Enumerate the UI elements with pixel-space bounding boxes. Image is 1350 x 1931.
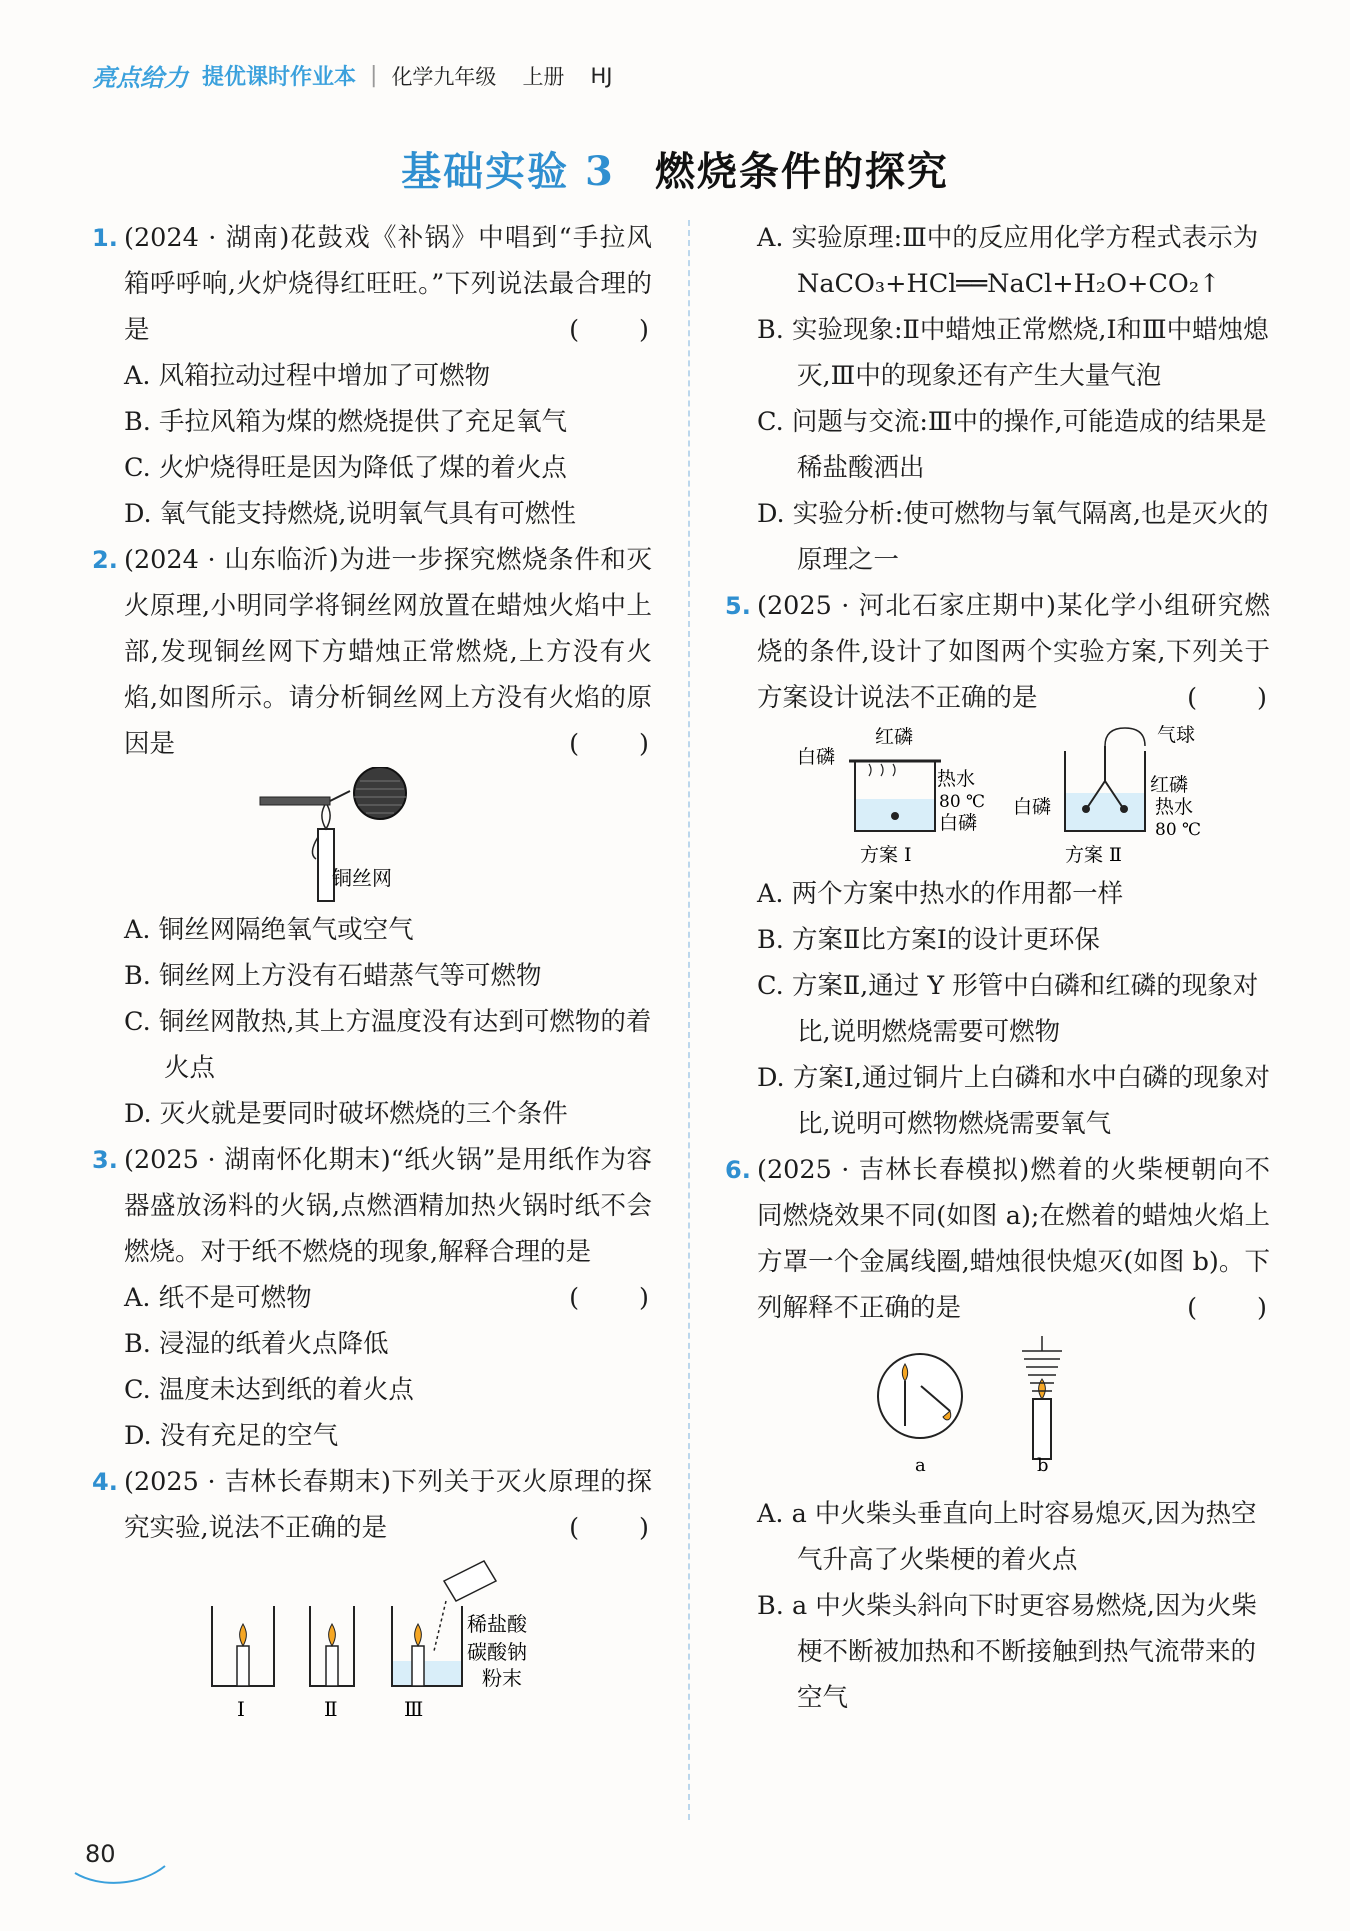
- left-column: [92, 215, 652, 1726]
- s1-red-p: 红磷: [875, 726, 914, 748]
- option-a[interactable]: A. 铜丝网隔绝氧气或空气: [124, 915, 414, 945]
- option-d[interactable]: D. 方案Ⅰ,通过铜片上白磷和水中白磷的现象对比,说明可燃物燃烧需要氧气: [757, 1063, 1270, 1139]
- option-b[interactable]: B. 浸湿的纸着火点降低: [124, 1329, 389, 1359]
- fig-label-mesh: 铜丝网: [332, 866, 392, 890]
- fig-label-carbonate: 碳酸钠: [467, 1640, 527, 1664]
- option-c[interactable]: C. 温度未达到纸的着火点: [124, 1375, 414, 1405]
- answer-blank[interactable]: ( ): [569, 1283, 652, 1313]
- answer-blank[interactable]: ( ): [569, 1513, 652, 1543]
- answer-blank[interactable]: ( ): [569, 315, 652, 345]
- s2-balloon: 气球: [1157, 724, 1196, 746]
- candle-mesh-diagram: [92, 767, 652, 907]
- three-beakers-diagram: [92, 1551, 652, 1726]
- page-header: [92, 58, 638, 93]
- question-stem: (2025 · 湖南怀化期末)“纸火锅”是用纸作为容器盛放汤料的火锅,点燃酒精加热火锅时纸不会燃烧。对于纸不燃烧的现象,解释合理的是: [124, 1145, 652, 1267]
- scheme-2-label: 方案 Ⅱ: [1065, 844, 1122, 866]
- s1-temp: 80 ℃: [939, 792, 986, 812]
- option-b[interactable]: B. a 中火柴头斜向下时更容易燃烧,因为火柴梗不断被加热和不断接触到热气流带来的空气: [757, 1591, 1257, 1713]
- fig-label-powder: 粉末: [482, 1666, 522, 1690]
- title-topic: 燃烧条件的探究: [654, 148, 949, 195]
- question-number: 5.: [725, 592, 751, 620]
- s2-red-p: 红磷: [1150, 774, 1189, 796]
- question-stem: (2025 · 吉林长春模拟)燃着的火柴梗朝向不同燃烧效果不同(如图 a);在燃着的蜡烛火焰上方罩一个金属线圈,蜡烛很快熄灭(如图 b)。下列解释不正确的是: [757, 1155, 1270, 1323]
- phosphorus-figure: [725, 721, 1270, 871]
- option-b[interactable]: B. 手拉风箱为煤的燃烧提供了充足氧气: [124, 407, 567, 437]
- match-coil-figure: [725, 1331, 1270, 1491]
- question-1: [92, 215, 652, 353]
- answer-blank[interactable]: ( ): [1187, 683, 1270, 713]
- question-stem: (2025 · 河北石家庄期中)某化学小组研究燃烧的条件,设计了如图两个实验方案,下列关于方案设计说法不正确的是: [757, 591, 1270, 713]
- edition: HJ: [590, 63, 613, 88]
- volume: 上册: [522, 64, 565, 89]
- question-4: [92, 1459, 652, 1551]
- page-number-ornament: [70, 1858, 170, 1888]
- option-d[interactable]: D. 灭火就是要同时破坏燃烧的三个条件: [124, 1099, 568, 1129]
- beaker-3-label: Ⅲ: [404, 1697, 424, 1721]
- option-a[interactable]: A. 两个方案中热水的作用都一样: [757, 879, 1124, 909]
- option-b[interactable]: B. 方案Ⅱ比方案Ⅰ的设计更环保: [757, 925, 1100, 955]
- question-number: 2.: [92, 546, 118, 574]
- s2-temp: 80 ℃: [1155, 820, 1202, 840]
- question-6: [725, 1147, 1270, 1331]
- right-column: [725, 215, 1270, 1721]
- question-number: 6.: [725, 1156, 751, 1184]
- option-c[interactable]: C. 铜丝网散热,其上方温度没有达到可燃物的着火点: [124, 1007, 652, 1083]
- option-a[interactable]: A. a 中火柴头垂直向上时容易熄灭,因为热空气升高了火柴梗的着火点: [757, 1499, 1257, 1575]
- question-number: 4.: [92, 1468, 118, 1496]
- fig-a-label: a: [915, 1455, 926, 1476]
- scheme-1-label: 方案 Ⅰ: [860, 844, 912, 866]
- s1-white-p-water: 白磷: [939, 812, 978, 834]
- beaker-1-label: Ⅰ: [237, 1697, 245, 1721]
- page-title: [0, 140, 1350, 197]
- question-stem: (2025 · 吉林长春期末)下列关于灭火原理的探究实验,说法不正确的是: [124, 1467, 652, 1543]
- book-series: 提优课时作业本: [202, 65, 357, 90]
- s2-white-p: 白磷: [1013, 796, 1052, 818]
- header-separator: |: [370, 63, 378, 88]
- answer-blank[interactable]: ( ): [569, 729, 652, 759]
- option-c[interactable]: C. 火炉烧得旺是因为降低了煤的着火点: [124, 453, 567, 483]
- option-d[interactable]: D. 没有充足的空气: [124, 1421, 339, 1451]
- option-b[interactable]: B. 实验现象:Ⅱ中蜡烛正常燃烧,Ⅰ和Ⅲ中蜡烛熄灭,Ⅲ中的现象还有产生大量气泡: [757, 315, 1269, 391]
- answer-blank[interactable]: ( ): [1187, 1293, 1270, 1323]
- brand-logo: 亮点给力: [92, 64, 188, 92]
- question-stem: (2024 · 湖南)花鼓戏《补锅》中唱到“手拉风箱呼呼响,火炉烧得红旺旺。”下列说法最合理的是: [124, 223, 652, 345]
- question-number: 3.: [92, 1146, 118, 1174]
- option-a[interactable]: A. 风箱拉动过程中增加了可燃物: [124, 361, 491, 391]
- title-lab-number: 基础实验 3: [401, 148, 615, 195]
- option-c[interactable]: C. 方案Ⅱ,通过 Y 形管中白磷和红磷的现象对比,说明燃烧需要可燃物: [757, 971, 1259, 1047]
- question-number: 1.: [92, 224, 118, 252]
- column-divider: [688, 220, 690, 1820]
- option-d[interactable]: D. 氧气能支持燃烧,说明氧气具有可燃性: [124, 499, 576, 529]
- beaker-2-label: Ⅱ: [324, 1697, 338, 1721]
- match-coil-diagram: [725, 1331, 1270, 1491]
- option-a[interactable]: A. 实验原理:Ⅲ中的反应用化学方程式表示为 NaCO₃+HCl══NaCl+H₂O+CO₂↑: [757, 223, 1259, 299]
- option-d[interactable]: D. 实验分析:使可燃物与氧气隔离,也是灭火的原理之一: [757, 499, 1269, 575]
- question-stem: (2024 · 山东临沂)为进一步探究燃烧条件和灭火原理,小明同学将铜丝网放置在蜡烛火焰中上部,发现铜丝网下方蜡烛正常燃烧,上方没有火焰,如图所示。请分析铜丝网上方没有火焰的原因是: [124, 545, 652, 759]
- s1-white-p-top: 白磷: [797, 746, 836, 768]
- two-schemes-diagram: [725, 721, 1270, 871]
- option-c[interactable]: C. 问题与交流:Ⅲ中的操作,可能造成的结果是稀盐酸洒出: [757, 407, 1267, 483]
- option-b[interactable]: B. 铜丝网上方没有石蜡蒸气等可燃物: [124, 961, 542, 991]
- s1-hot-water: 热水: [937, 768, 976, 790]
- question-5: [725, 583, 1270, 721]
- fig-label-acid: 稀盐酸: [467, 1612, 527, 1636]
- option-a[interactable]: A. 纸不是可燃物: [124, 1283, 312, 1313]
- beaker-figure: [92, 1551, 652, 1726]
- subject-grade: 化学九年级: [391, 64, 497, 89]
- question-2: [92, 537, 652, 767]
- s2-hot-water: 热水: [1155, 796, 1194, 818]
- page-number: 80: [85, 1840, 116, 1868]
- copper-mesh-figure: [92, 767, 652, 907]
- fig-b-label: b: [1037, 1455, 1049, 1476]
